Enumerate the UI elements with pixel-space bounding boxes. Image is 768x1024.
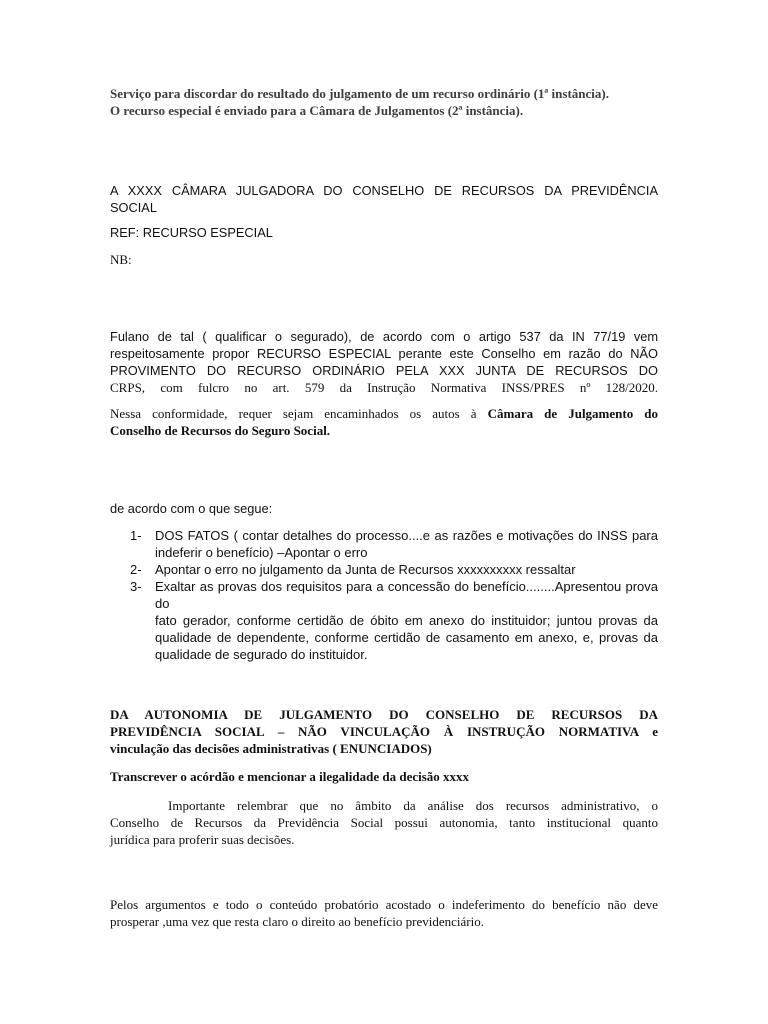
paragraph-3 (110, 797, 658, 848)
p3-line-1 (110, 797, 658, 814)
list-line: indeferir o benefício) –Apontar o erro (155, 545, 368, 560)
p2-bold-text: Câmara de Julgamento do (487, 406, 658, 421)
list-line: qualidade de dependente, conforme certidão de casamento em anexo, e, provas da (155, 630, 658, 645)
intro-line-2: O recurso especial é enviado para a Câmara de Julgamentos (2ª instância). (110, 103, 524, 118)
p4-line-2: prosperar ,uma vez que resta claro o direito ao benefício previdenciário. (110, 914, 484, 929)
list-line: fato gerador, conforme certidão de óbito em anexo do instituidor; juntou provas da (155, 613, 658, 628)
heading-line-2: PREVIDÊNCIA SOCIAL – NÃO VINCULAÇÃO À INSTRUÇÃO NORMATIVA e (110, 724, 658, 739)
list-number: 3- (130, 579, 142, 594)
p2-line-2: Conselho de Recursos do Seguro Social. (110, 423, 331, 438)
address-block (110, 182, 658, 216)
intro-note (110, 85, 658, 119)
paragraph-1 (110, 328, 658, 396)
list-number: 1- (130, 528, 142, 543)
transcrever-line: Transcrever o acórdão e mencionar a ilegalidade da decisão xxxx (110, 769, 470, 784)
address-line-1: A XXXX CÂMARA JULGADORA DO CONSELHO DE RECURSOS DA PREVIDÊNCIA (110, 183, 658, 198)
list-line: Apontar o erro no julgamento da Junta de Recursos xxxxxxxxxx ressaltar (155, 562, 576, 577)
paragraph-2 (110, 405, 658, 439)
list-item (130, 578, 658, 663)
list-line: Exaltar as provas dos requisitos para a concessão do benefício........Apresentou prova do (155, 579, 658, 611)
list-item (130, 527, 658, 561)
heading-line-3: vinculação das decisões administrativas ( ENUNCIADOS) (110, 741, 432, 756)
list-number: 2- (130, 562, 142, 577)
p2-line-1 (110, 405, 658, 422)
list-item (130, 561, 658, 578)
p1-line-2: respeitosamente propor RECURSO ESPECIAL perante este Conselho em razão do NÃO (110, 346, 658, 361)
nb-line: NB: (110, 252, 132, 267)
p4-line-1: Pelos argumentos e todo o conteúdo probatório acostado o indeferimento do benefício não deve (110, 897, 658, 912)
section-heading (110, 706, 658, 757)
intro-line-1: Serviço para discordar do resultado do julgamento de um recurso ordinário (1ª instância). (110, 86, 609, 101)
segue-line: de acordo com o que segue: (110, 501, 273, 516)
paragraph-4 (110, 896, 658, 930)
ref-line: REF: RECURSO ESPECIAL (110, 225, 273, 240)
list-line: DOS FATOS ( contar detalhes do processo....e as razões e motivações do INSS para (155, 528, 658, 543)
p1-line-3: PROVIMENTO DO RECURSO ORDINÁRIO PELA XXX JUNTA DE RECURSOS DO (110, 363, 658, 378)
p2-plain-text: Nessa conformidade, requer sejam encaminhados os autos à (110, 406, 488, 421)
p1-line-4: CRPS, com fulcro no art. 579 da Instrução Normativa INSS/PRES nº 128/2020. (110, 380, 658, 395)
p3-line-3: jurídica para proferir suas decisões. (110, 832, 295, 847)
p1-line-1: Fulano de tal ( qualificar o segurado), de acordo com o artigo 537 da IN 77/19 vem (110, 329, 658, 344)
heading-line-1: DA AUTONOMIA DE JULGAMENTO DO CONSELHO DE RECURSOS DA (110, 707, 658, 722)
list-line: qualidade de segurado do instituidor. (155, 647, 368, 662)
p3-line-2: Conselho de Recursos da Previdência Social possui autonomia, tanto institucional quanto (110, 815, 658, 830)
p3-line-1-text: Importante relembrar que no âmbito da análise dos recursos administrativo, o (168, 798, 658, 813)
address-line-2: SOCIAL (110, 200, 157, 215)
